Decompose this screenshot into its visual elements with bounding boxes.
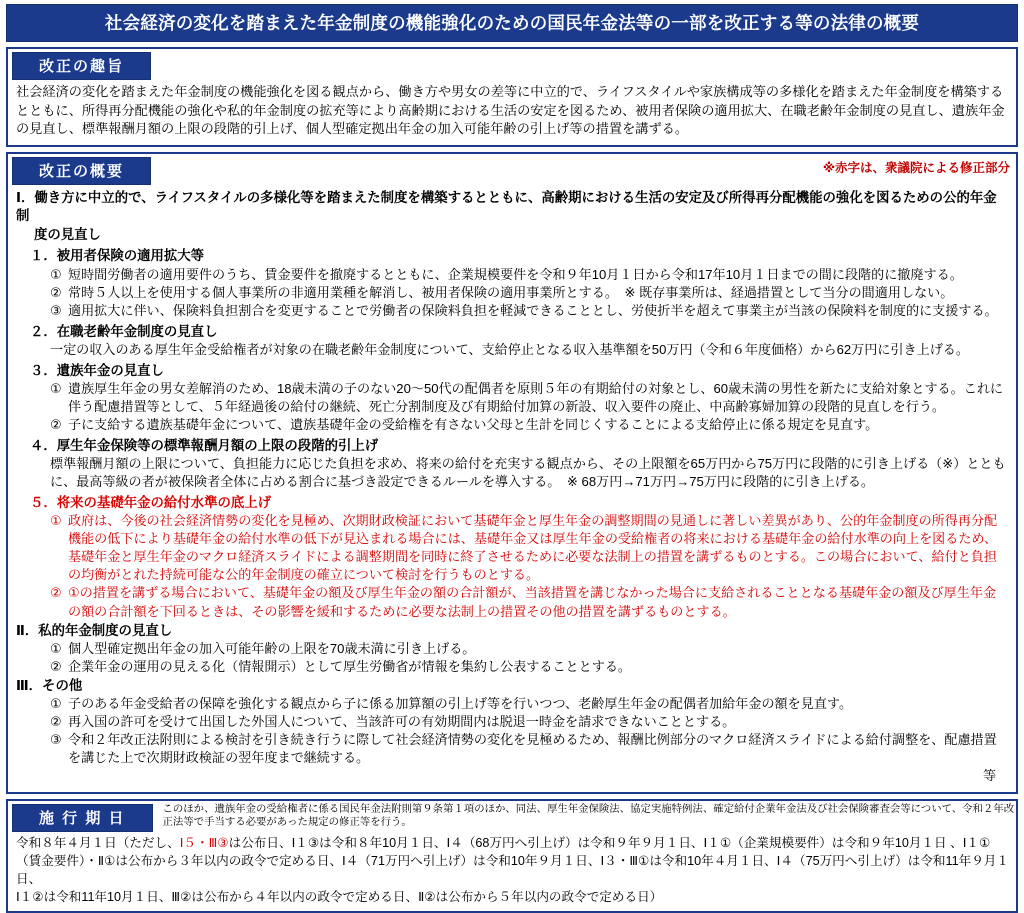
list-item bbox=[16, 380, 1008, 416]
effective-dates-body bbox=[8, 832, 1016, 911]
list-text: 再入国の許可を受けて出国した外国人について、当該許可の有効期間内は脱退一時金を請求できないこととする。 bbox=[68, 713, 736, 729]
part1-item5-heading: ５．将来の基礎年金の給付水準の底上げ bbox=[30, 495, 272, 511]
list-item bbox=[16, 284, 1008, 302]
list-text: ①の措置を講ずる場合において、基礎年金の額及び厚生年金の額の合計額が、当該措置を講じなかった場合に支給されることとなる基礎年金の額及び厚生年金の額の合計額を下回るときは、その影響を緩和するために必要な法制上の措置その他の措置を講ずるものとする。 bbox=[68, 585, 997, 619]
part1-item1-heading: １．被用者保険の適用拡大等 bbox=[30, 248, 205, 264]
list-marker: ① bbox=[50, 266, 62, 282]
list-text: 子に支給する遺族基礎年金について、遺族基礎年金の受給権を有さない父母と生計を同じくすることによる支給停止に係る規定を見直す。 bbox=[68, 416, 879, 432]
list-text: 個人型確定拠出年金の加入可能年齢の上限を70歳未満に引き上げる。 bbox=[68, 640, 476, 656]
purpose-heading: 改正の趣旨 bbox=[12, 52, 151, 80]
effective-dates-highlight: Ⅰ５・Ⅲ③ bbox=[179, 835, 229, 850]
outline-body bbox=[8, 185, 1016, 791]
list-item bbox=[16, 713, 1008, 731]
part1-item4-text: 標準報酬月額の上限について、負担能力に応じた負担を求め、将来の給付を充実する観点から、その上限額を65万円から75万円に段階的に引き上げる（※）とともに、最高等級の者が被保険者全体に占める割合に基づき設定できるルールを導入する。 ※ 68万円→71万円→75万円に段階的に引き上げる。 bbox=[50, 456, 1006, 490]
list-text: 短時間労働者の適用要件のうち、賃金要件を撤廃するとともに、企業規模要件を令和９年10月１日から令和17年10月１日までの間に段階的に撤廃する。 bbox=[68, 266, 963, 282]
outline-tail: 等 bbox=[982, 768, 996, 784]
list-text: 子のある年金受給者の保障を強化する観点から子に係る加算額の引上げ等を行いつつ、老齢厚生年金の配偶者加給年金の額を見直す。 bbox=[68, 695, 853, 711]
list-item bbox=[16, 584, 1008, 620]
effective-dates-line: （賃金要件）・Ⅱ①は公布から３年以内の政令で定める日、Ⅰ４（71万円へ引上げ）は令和10年９月１日、Ⅰ３・Ⅲ①は令和10年４月１日、Ⅰ４（75万円へ引上げ）は令和11年９月１日、 bbox=[16, 853, 1009, 887]
effective-dates-line: 令和８年４月１日（ただし、Ⅰ５・Ⅲ③は公布日、Ⅰ１③は令和８年10月１日、Ⅰ４（68万円へ引上げ）は令和９年９月１日、Ⅰ１①（企業規模要件）は令和９年10月１日 、Ⅰ１① bbox=[16, 835, 991, 850]
part1-item2-heading: ２．在職老齢年金制度の見直し bbox=[30, 323, 218, 339]
list-item bbox=[16, 512, 1008, 584]
effective-dates-heading: 施 行 期 日 bbox=[12, 804, 153, 832]
list-marker: ② bbox=[50, 658, 62, 674]
list-item bbox=[16, 266, 1008, 284]
list-item bbox=[16, 416, 1008, 434]
outline-heading: 改正の概要 bbox=[12, 157, 151, 185]
list-marker: ② bbox=[50, 284, 62, 300]
list-item bbox=[16, 640, 1008, 658]
list-marker: ③ bbox=[50, 302, 62, 318]
purpose-body: 社会経済の変化を踏まえた年金制度の機能強化を図る観点から、働き方や男女の差等に中立的で、ライフスタイルや家族構成等の多様化を踏まえた年金制度を構築するとともに、所得再分配機能の強化や私的年金制度の拡充等により高齢期における生活の安定を図るため、被用者保険の適用拡大、在職老齢年金制度の見直し、遺族年金の見直し、標準報酬月額の上限の段階的引上げ、個人型確定拠出年金の加入可能年齢の引上げ等の措置を講ずる。 bbox=[16, 84, 1005, 137]
effective-dates-line: Ⅰ１②は令和11年10月１日、Ⅲ②は公布から４年以内の政令で定める日、Ⅱ②は公布から５年以内の政令で定める日） bbox=[16, 890, 663, 905]
effective-dates-header bbox=[8, 801, 1016, 832]
list-marker: ① bbox=[50, 640, 62, 656]
list-text: 政府は、今後の社会経済情勢の変化を見極め、次期財政検証において基礎年金と厚生年金の調整期間の見通しに著しい差異があり、公的年金制度の所得再分配機能の低下により基礎年金の給付水準の低下が見込まれる場合には、基礎年金又は厚生年金の受給権者の将来における基礎年金の給付水準の向上を図るため、基礎年金と厚生年金のマクロ経済スライドによる調整期間を同時に終了させるために必要な法制上の措置を講ずるものとする。この場合において、給付と負担の均衡がとれた持続可能な公的年金制度の確立について検討を行うものとする。 bbox=[68, 513, 998, 583]
outline-section bbox=[6, 152, 1018, 793]
list-text: 令和２年改正法附則による検討を引き続き行うに際して社会経済情勢の変化を見極めるため、報酬比例部分のマクロ経済スライドによる給付調整を、配慮措置を講じた上で次期財政検証の翌年度まで継続する。 bbox=[68, 732, 997, 766]
part1-item4-heading: ４．厚生年金保険等の標準報酬月額の上限の段階的引上げ bbox=[30, 438, 379, 454]
list-text: 適用拡大に伴い、保険料負担割合を変更することで労働者の保険料負担を軽減できることとし、労使折半を超えて事業主が当該の保険料を制度的に支援する。 bbox=[68, 302, 998, 318]
list-item bbox=[16, 302, 1008, 320]
list-item bbox=[16, 695, 1008, 713]
list-marker: ② bbox=[50, 585, 62, 601]
list-item bbox=[16, 731, 1008, 767]
part1-label: Ⅰ．働き方に中立的で、ライフスタイルの多様化等を踏まえた制度を構築するとともに、高齢期における生活の安定及び所得再分配機能の強化を図るための公的年金制 bbox=[16, 190, 997, 224]
part1-item2-text: 一定の収入のある厚生年金受給権者が対象の在職老齢年金制度について、支給停止となる収入基準額を50万円（令和６年度価格）から62万円に引き上げる。 bbox=[50, 341, 969, 357]
part3-label: Ⅲ．その他 bbox=[16, 677, 83, 693]
effective-dates-section bbox=[6, 799, 1018, 913]
list-marker: ① bbox=[50, 513, 62, 529]
part2-label: Ⅱ．私的年金制度の見直し bbox=[16, 622, 173, 638]
list-marker: ① bbox=[50, 380, 62, 396]
purpose-section bbox=[6, 47, 1018, 147]
list-marker: ① bbox=[50, 695, 62, 711]
part1-label-cont: 度の見直し bbox=[34, 227, 101, 243]
list-marker: ② bbox=[50, 416, 62, 432]
list-text: 企業年金の運用の見える化（情報開示）として厚生労働省が情報を集約し公表することとする。 bbox=[68, 658, 632, 674]
page-title: 社会経済の変化を踏まえた年金制度の機能強化のための国民年金法等の一部を改正する等の法律の概要 bbox=[6, 4, 1018, 42]
list-text: 遺族厚生年金の男女差解消のため、18歳未満の子のない20〜50代の配偶者を原則５年の有期給付の対象とし、60歳未満の男性を新たに支給対象とする。これに伴う配慮措置等として、５年経過後の給付の継続、死亡分割制度及び有期給付加算の新設、収入要件の廃止、中高齢寡婦加算の段階的見直しを行う。 bbox=[68, 380, 1004, 414]
effective-dates-note: このほか、遺族年金の受給権者に係る国民年金法附則第９条第１項のほか、同法、厚生年金保険法、協定実施特例法、確定給付企業年金法及び社会保険審査会等について、令和２年改正法等で手当する必要があった規定の修正等を行う。 bbox=[162, 803, 1015, 828]
part1-item3-heading: ３．遺族年金の見直し bbox=[30, 362, 164, 378]
list-text: 常時５人以上を使用する個人事業所の非適用業種を解消し、被用者保険の適用事業所とする。 ※ 既存事業所は、経過措置として当分の間適用しない。 bbox=[68, 284, 954, 300]
list-item bbox=[16, 658, 1008, 676]
list-marker: ③ bbox=[50, 732, 62, 748]
amendment-note: ※赤字は、衆議院による修正部分 bbox=[822, 161, 1010, 176]
list-marker: ② bbox=[50, 713, 62, 729]
